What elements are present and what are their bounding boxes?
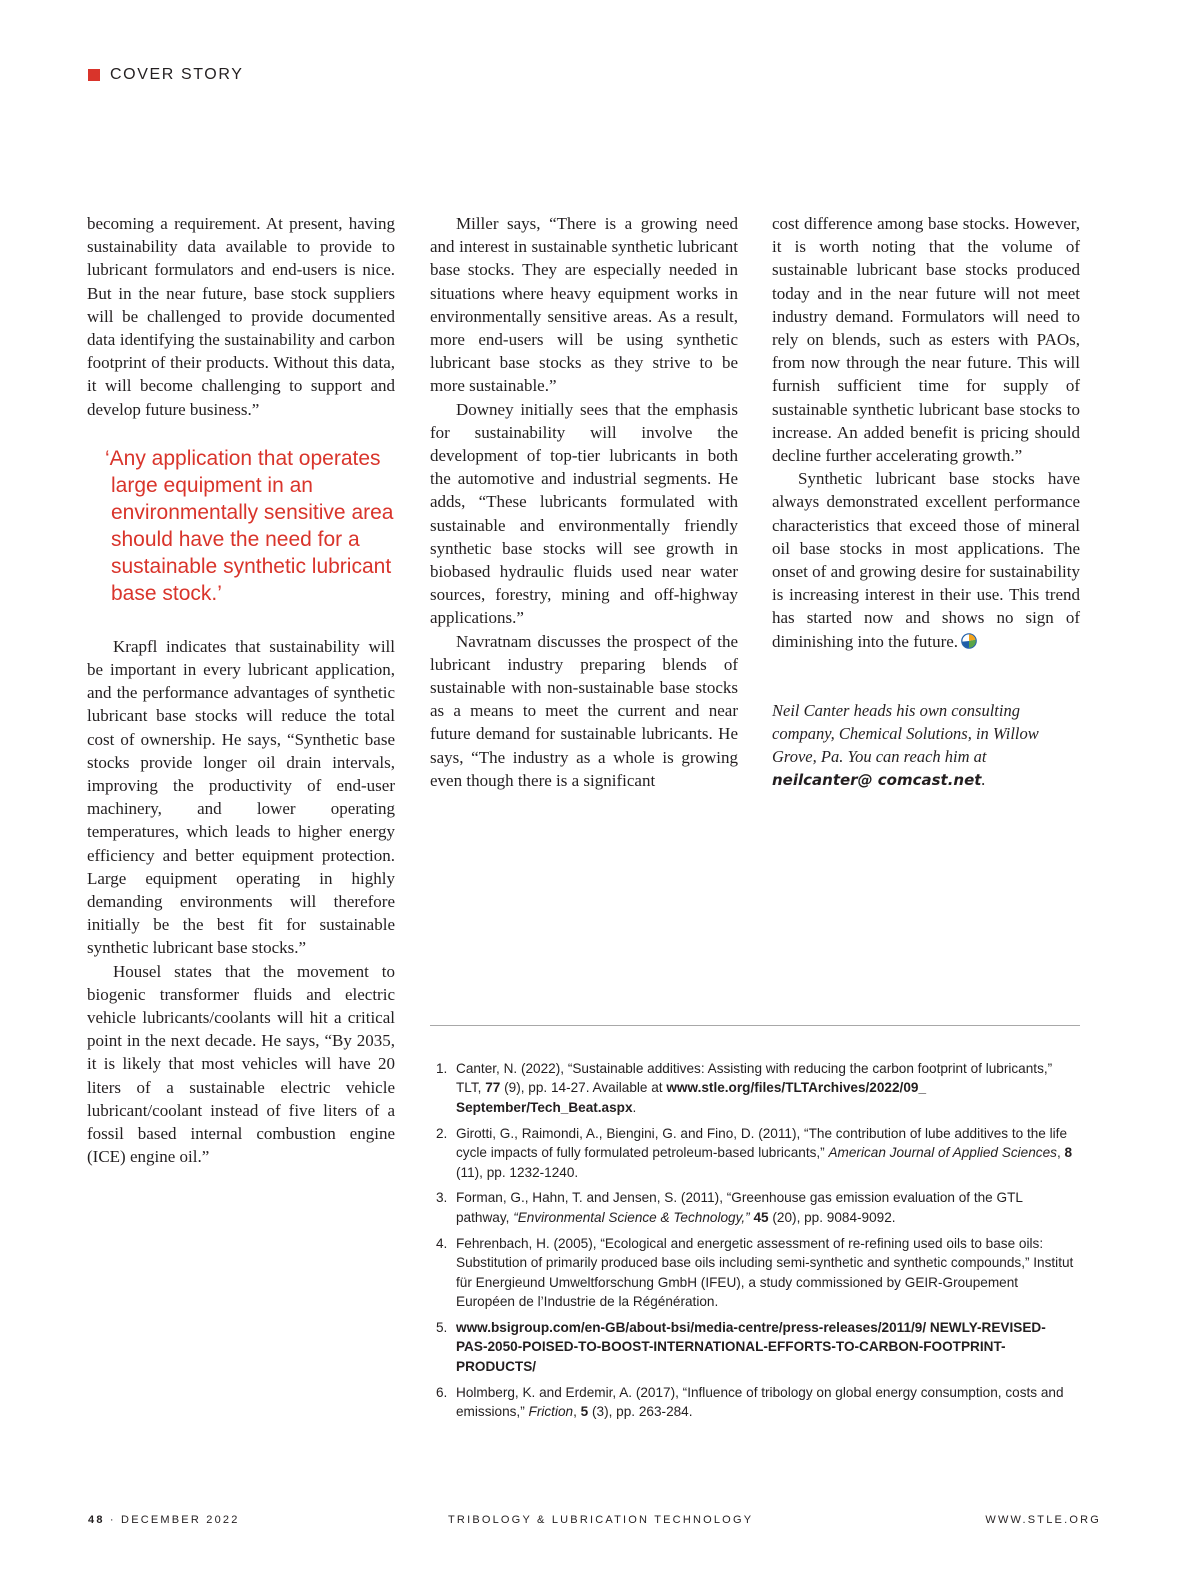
col2-paragraph-1: Miller says, “There is a growing need and interest in sustainable synthetic lubricant base stocks. They are especially needed in situations where heavy equipment works in environmentally sensitive areas. As a result, more end-users will be using synthetic lubricant base stocks as they strive to be more sustainable.” <box>430 214 738 396</box>
reference-link[interactable]: www.stle.org/files/TLTArchives/2022/09_ September/Tech_Beat.aspx <box>456 1080 927 1115</box>
reference-pages: (3), pp. 263-284. <box>592 1404 693 1419</box>
col3-paragraph-2 <box>772 467 1080 653</box>
reference-volume: 45 <box>753 1209 769 1225</box>
reference-end: . <box>632 1099 637 1115</box>
reference-text <box>456 1318 1076 1376</box>
column-3 <box>772 212 1080 793</box>
reference-pages: (9), pp. 14-27. Available at <box>504 1080 663 1096</box>
reference-5 <box>436 1318 1076 1376</box>
reference-body: Canter, N. (2022), “Sustainable additives: Assisting with reducing the carbon footprint of lubricants,” TLT, <box>456 1061 1053 1096</box>
reference-volume: 5 <box>580 1404 589 1419</box>
reference-journal: Friction <box>528 1404 574 1419</box>
author-bio-text: Neil Canter heads his own consulting company, Chemical Solutions, in Willow Grove, Pa. You can reach him at <box>772 700 1039 767</box>
reference-1 <box>436 1059 1076 1117</box>
reference-sep: , <box>1056 1145 1061 1161</box>
reference-number: 3. <box>436 1190 448 1206</box>
reference-3 <box>436 1188 1076 1227</box>
section-label: COVER STORY <box>110 66 244 83</box>
col2-paragraph-2: Downey initially sees that the emphasis for sustainability will involve the development of top-tier lubricants in both the automotive and industrial segments. He adds, “These lubricants formulated with sustainable and environmentally friendly synthetic base stocks will see growth in biobased hydraulic fluids used near water sources, forestry, mining and off-highway applications.” <box>430 399 738 628</box>
reference-4 <box>436 1234 1076 1312</box>
reference-text <box>456 1059 1076 1117</box>
column-2 <box>430 212 738 792</box>
col1-paragraph-1: becoming a requirement. At present, having sustainability data available to provide to lubricant formulators and end-users is nice. But in the near future, base stock suppliers will be challenged to provide documented data identifying the sustainability and carbon footprint of their products. Without this data, it will become challenging to support and develop future business.” <box>87 214 395 419</box>
reference-text <box>456 1188 1076 1227</box>
reference-body: Holmberg, K. and Erdemir, A. (2017), “Influence of tribology on global energy consumption, costs and emissions,” <box>456 1384 1064 1419</box>
footer-page-info <box>88 1514 240 1526</box>
author-email-link[interactable]: neilcanter@ comcast.net <box>772 771 982 790</box>
page-footer <box>0 1514 1200 1530</box>
reference-2 <box>436 1124 1076 1182</box>
reference-pages: (20), pp. 9084-9092. <box>772 1209 896 1225</box>
reference-number: 5. <box>436 1319 448 1335</box>
page-number: 48 <box>88 1514 105 1526</box>
reference-text <box>456 1124 1076 1182</box>
reference-body: Forman, G., Hahn, T. and Jensen, S. (2011), “Greenhouse gas emission evaluation of the GTL pathway, <box>456 1190 1023 1225</box>
reference-journal: American Journal of Applied Sciences <box>828 1145 1057 1161</box>
reference-number: 1. <box>436 1061 448 1076</box>
col2-paragraph-3: Navratnam discusses the prospect of the lubricant industry preparing blends of sustainable with non-sustainable base stocks as a means to meet the current and near future demand for sustainable lubricants. He says, “The industry as a whole is growing even though there is a significant <box>430 631 738 790</box>
references-divider <box>430 1025 1080 1026</box>
pull-quote: ‘Any application that operates large equipment in an environmentally sensitive area should have the need for a sustainable synthetic lubricant base stock.’ <box>105 446 394 605</box>
reference-link[interactable]: www.bsigroup.com/en-GB/about-bsi/media-centre/press-releases/2011/9/ NEWLY-REVISED-PAS-2050-POISED-TO-BOOST-INTERNATIONAL-EFFORTS-TO-CARBON-FOOTPRINT-PRODUCTS/ <box>456 1319 1046 1374</box>
reference-sep: , <box>573 1404 577 1419</box>
reference-text: Fehrenbach, H. (2005), “Ecological and energetic assessment of re-refining used oils to base oils: Substitution of primarily produced base oils including semi-synthetic and synthetic compounds,” Institut für Energieund Umweltforschung GmbH (IFEU), a study commissioned by GEIR-Groupement Européen de l’Industrie de la Régénération. <box>456 1235 1074 1309</box>
footer-website[interactable]: WWW.STLE.ORG <box>985 1514 1101 1526</box>
reference-body: Girotti, G., Raimondi, A., Biengini, G. and Fino, D. (2011), “The contribution of lube additives to the life cycle impacts of fully formulated petroleum-based lubricants,” <box>456 1125 1068 1161</box>
reference-number: 2. <box>436 1125 448 1141</box>
footer-date: DECEMBER 2022 <box>121 1514 240 1526</box>
reference-number: 6. <box>436 1384 448 1400</box>
reference-number: 4. <box>436 1235 448 1251</box>
section-marker <box>88 69 100 81</box>
reference-volume: 8 <box>1064 1145 1073 1161</box>
col3-paragraph-1: cost difference among base stocks. However, it is worth noting that the volume of sustainable lubricant base stocks produced today and in the near future will not meet industry demand. Formulators will need to rely on blends, such as esters with PAOs, from now through the near future. This will furnish sufficient time for supply of sustainable synthetic lubricant base stocks to increase. An added benefit is pricing should decline further accelerating growth.” <box>772 214 1080 466</box>
author-bio-end: . <box>981 770 986 790</box>
footer-publication: TRIBOLOGY & LUBRICATION TECHNOLOGY <box>448 1514 754 1526</box>
reference-pages: (11), pp. 1232-1240. <box>456 1164 579 1180</box>
section-header <box>88 66 243 84</box>
col1-paragraph-2: Krapfl indicates that sustainability will be important in every lubricant application, and the performance advantages of synthetic lubricant base stocks will reduce the total cost of ownership. He says, “Synthetic base stocks provide longer oil drain intervals, improving the productivity of end-user machinery, and lower operating temperatures, which leads to higher energy efficiency and better equipment protection. Large equipment operating in highly demanding environments will therefore initially be the best fit for sustainable synthetic lubricant base stocks.” <box>87 636 395 958</box>
col1-paragraph-3: Housel states that the movement to biogenic transformer fluids and electric vehicle lubricants/coolants will hit a critical point in the next decade. He says, “By 2035, it is likely that most vehicles will have 20 liters of a sustainable electric vehicle lubricant/coolant instead of five liters of a fossil based internal combustion engine (ICE) engine oil.” <box>87 961 395 1167</box>
references-list <box>436 1059 1076 1428</box>
reference-text <box>456 1383 1076 1422</box>
author-bio <box>772 699 1080 793</box>
reference-6 <box>436 1383 1076 1422</box>
reference-journal: “Environmental Science & Technology,” <box>513 1209 750 1225</box>
reference-volume: 77 <box>485 1080 501 1096</box>
col3-paragraph-2-text: Synthetic lubricant base stocks have always demonstrated excellent performance characteristics that exceed those of mineral oil base stocks in most applications. The onset of and growing desire for sustainability is increasing interest in their use. This trend has started now and shows no sign of diminishing into the future. <box>772 469 1080 651</box>
footer-separator: · <box>109 1514 116 1526</box>
stle-logo-icon <box>961 633 977 649</box>
column-1 <box>87 212 395 1169</box>
